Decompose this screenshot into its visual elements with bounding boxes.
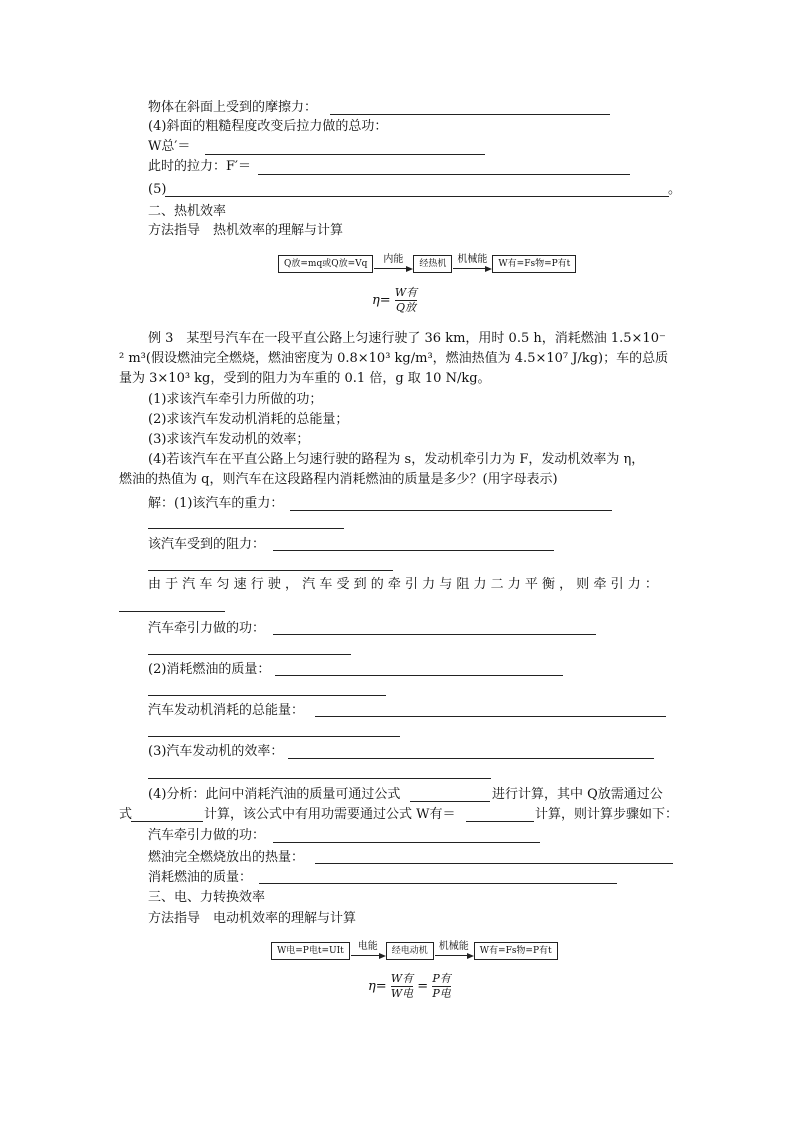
- heat-engine-efficiency-formula: [372, 286, 417, 316]
- blank-efficiency-2[interactable]: [148, 778, 491, 779]
- blank-fuel-mass-1[interactable]: [275, 675, 563, 676]
- blank-gravity-2[interactable]: [148, 528, 344, 529]
- flow2-box-useful-work: W有=Fs物=P有t: [474, 942, 558, 960]
- blank-fuel-mass-2[interactable]: [148, 695, 386, 696]
- answer-efficiency: (3)汽车发动机的效率：: [148, 744, 284, 759]
- method-guide-electric: 方法指导 电动机效率的理解与计算: [148, 911, 357, 926]
- text-line-w-total: W总′＝: [148, 139, 191, 154]
- formula2-fraction-power: [432, 972, 450, 1001]
- text-line-force: 此时的拉力：F′＝: [148, 159, 251, 174]
- analysis-line1-end: 进行计算，其中 Q放需通过公: [492, 787, 663, 802]
- formula2-numerator-power: P有: [432, 972, 451, 985]
- flow1-arrow-internal-energy: [373, 254, 413, 274]
- flow2-arrow-electric-energy: [350, 941, 386, 961]
- answer-traction-work: 汽车牵引力做的功：: [148, 621, 266, 636]
- formula2-numerator-work: W有: [390, 972, 414, 985]
- motor-efficiency-formula: [368, 972, 451, 1002]
- text-line-friction: 物体在斜面上受到的摩擦力：: [148, 100, 318, 115]
- blank-force[interactable]: [258, 174, 630, 175]
- blank-formula-heat[interactable]: [131, 821, 203, 822]
- formula1-numerator: W有: [394, 286, 418, 299]
- step-heat-released: 燃油完全燃烧放出的热量：: [148, 850, 305, 865]
- formula2-denominator-work: W电: [390, 987, 414, 1000]
- flow2-arrow2-label: 机械能: [438, 941, 469, 952]
- answer-total-energy: 汽车发动机消耗的总能量：: [148, 703, 305, 718]
- formula2-equals: =: [417, 979, 429, 994]
- flow1-arrow2-label: 机械能: [457, 254, 488, 265]
- example3-line3: 量为 3×10³ kg，受到的阻力为车重的 0.1 倍，g 取 10 N/kg。: [119, 371, 491, 386]
- formula1-lhs: η=: [372, 293, 391, 308]
- flow1-box-heat-released: Q放=mq或Q放=Vq: [278, 255, 373, 273]
- heat-engine-flow: [278, 254, 576, 274]
- flow2-arrow1-label: 电能: [357, 941, 378, 952]
- blank-q5[interactable]: [165, 196, 669, 197]
- analysis-line2-start: 式: [119, 807, 133, 822]
- blank-step-heat-released[interactable]: [315, 863, 673, 864]
- flow1-arrow1-label: 内能: [383, 254, 404, 265]
- example3-line1: 例 3 某型号汽车在一段平直公路上匀速行驶了 36 km，用时 0.5 h，消耗燃油 1.5×10⁻: [148, 331, 666, 346]
- question-2: (2)求该汽车发动机消耗的总能量；: [148, 412, 349, 427]
- question-4-line1: (4)若该汽车在平直公路上匀速行驶的路程为 s，发动机牵引力为 F，发动机效率为 η，: [148, 452, 645, 467]
- blank-traction[interactable]: [119, 611, 225, 612]
- formula1-fraction: [395, 286, 417, 315]
- blank-formula-useful-work[interactable]: [466, 821, 534, 822]
- blank-efficiency-1[interactable]: [288, 758, 654, 759]
- flow2-arrow-mechanical-energy: [434, 941, 474, 961]
- formula2-denominator-power: P电: [432, 987, 451, 1000]
- flow1-box-useful-work: W有=Fs物=P有t: [492, 255, 576, 273]
- formula1-denominator: Q放: [395, 301, 416, 314]
- blank-step-traction-work[interactable]: [273, 842, 540, 843]
- question-4-line2: 燃油的热值为 q，则汽车在这段路程内消耗燃油的质量是多少？(用字母表示): [119, 472, 558, 487]
- blank-total-energy-1[interactable]: [315, 716, 666, 717]
- blank-gravity-1[interactable]: [290, 510, 612, 511]
- analysis-line2-middle: 计算，该公式中有用功需要通过公式 W有＝: [204, 807, 456, 822]
- answer-fuel-mass: (2)消耗燃油的质量：: [148, 662, 271, 677]
- answer-traction-balance: 由 于 汽 车 匀 速 行 驶 ， 汽 车 受 到 的 牵 引 力 与 阻 力 二 力 平 衡 ， 则 牵 引 力 ：: [148, 577, 658, 592]
- blank-total-energy-2[interactable]: [148, 736, 400, 737]
- section-heading-heat-engine: 二、热机效率: [148, 204, 227, 219]
- blank-friction[interactable]: [330, 114, 610, 115]
- question-3: (3)求该汽车发动机的效率；: [148, 432, 310, 447]
- electric-motor-flow: [271, 941, 558, 961]
- flow1-arrow-mechanical-energy: [452, 254, 492, 274]
- section-heading-electric: 三、电、力转换效率: [148, 890, 266, 905]
- flow2-box-motor: 经电动机: [386, 942, 434, 960]
- blank-w-total[interactable]: [205, 154, 485, 155]
- blank-traction-work-1[interactable]: [273, 634, 596, 635]
- analysis-line1-start: (4)分析：此问中消耗汽油的质量可通过公式: [148, 787, 401, 802]
- blank-resistance-1[interactable]: [273, 550, 554, 551]
- method-guide-heat-engine: 方法指导 热机效率的理解与计算: [148, 223, 344, 238]
- blank-resistance-2[interactable]: [148, 570, 393, 571]
- flow1-box-engine: 经热机: [413, 255, 452, 273]
- step-fuel-mass: 消耗燃油的质量：: [148, 870, 253, 885]
- answer-gravity: 解：(1)该汽车的重力：: [148, 496, 284, 511]
- answer-resistance: 该汽车受到的阻力：: [148, 537, 266, 552]
- text-line-q5-end: 。: [668, 182, 682, 197]
- analysis-line2-end: 计算，则计算步骤如下：: [535, 807, 679, 822]
- blank-traction-work-2[interactable]: [148, 654, 351, 655]
- flow2-box-electric-work: W电=P电t=UIt: [271, 942, 350, 960]
- text-line-q4: (4)斜面的粗糙程度改变后拉力做的总功：: [148, 119, 388, 134]
- example3-line2: ² m³(假设燃油完全燃烧，燃油密度为 0.8×10³ kg/m³，燃油热值为 4.5×10⁷ J/kg)；车的总质: [119, 351, 669, 366]
- question-1: (1)求该汽车牵引力所做的功；: [148, 392, 323, 407]
- text-line-q5: (5): [148, 182, 167, 197]
- blank-step-fuel-mass[interactable]: [259, 883, 617, 884]
- formula2-lhs: η=: [368, 979, 387, 994]
- blank-formula-fuel[interactable]: [410, 801, 490, 802]
- step-traction-work: 汽车牵引力做的功：: [148, 828, 266, 843]
- formula2-fraction-work: [391, 972, 413, 1001]
